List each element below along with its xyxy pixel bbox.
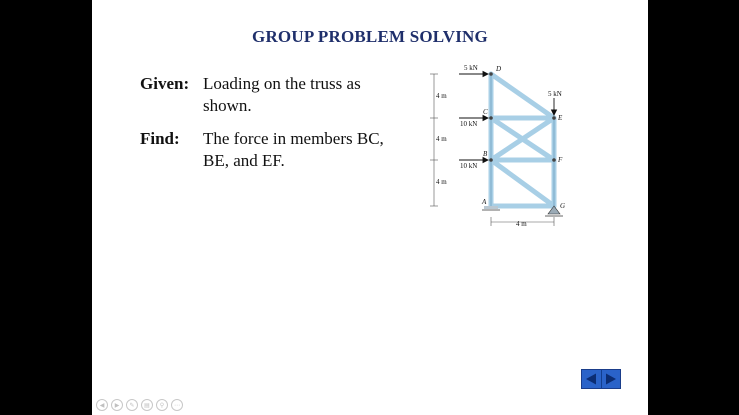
- player-toolbar: [96, 399, 183, 411]
- find-text: The force in members BC, BE, and EF.: [203, 129, 384, 170]
- prev-circle-icon[interactable]: ◀: [96, 399, 108, 411]
- load-label-b: 10 kN: [460, 162, 478, 170]
- slide: [92, 0, 648, 415]
- slide-nav: [581, 369, 621, 389]
- find-label: Find:: [140, 129, 180, 148]
- dim-label-h1: 4 m: [436, 92, 447, 100]
- triangle-right-icon: [605, 373, 617, 385]
- member-de: [491, 74, 554, 118]
- dim-label-h2: 4 m: [436, 135, 447, 143]
- dim-label-w: 4 m: [516, 220, 527, 228]
- given-label: Given:: [140, 74, 190, 93]
- support-a: [482, 206, 500, 210]
- more-icon[interactable]: ⋯: [171, 399, 183, 411]
- truss-figure: [424, 60, 574, 230]
- node-label-c: C: [483, 108, 488, 116]
- member-bg: [491, 160, 554, 206]
- truss-members: [491, 74, 554, 206]
- load-label-top: 5 kN: [464, 64, 478, 72]
- load-label-right: 5 kN: [548, 90, 562, 98]
- triangle-left-icon: [585, 373, 597, 385]
- node-label-a: A: [482, 198, 487, 206]
- node-label-e: E: [558, 114, 563, 122]
- given-text: Loading on the truss as shown.: [203, 74, 361, 115]
- zoom-icon[interactable]: ⚲: [156, 399, 168, 411]
- next-slide-button[interactable]: [601, 370, 621, 388]
- dim-label-h3: 4 m: [436, 178, 447, 186]
- node-label-f: F: [558, 156, 563, 164]
- node-label-b: B: [483, 150, 488, 158]
- slides-icon[interactable]: ▤: [141, 399, 153, 411]
- next-circle-icon[interactable]: ▶: [111, 399, 123, 411]
- node-label-g: G: [560, 202, 566, 210]
- pen-icon[interactable]: ✎: [126, 399, 138, 411]
- load-label-c: 10 kN: [460, 120, 478, 128]
- slide-title: GROUP PROBLEM SOLVING: [252, 27, 488, 46]
- node-label-d: D: [496, 65, 502, 73]
- prev-slide-button[interactable]: [582, 370, 601, 388]
